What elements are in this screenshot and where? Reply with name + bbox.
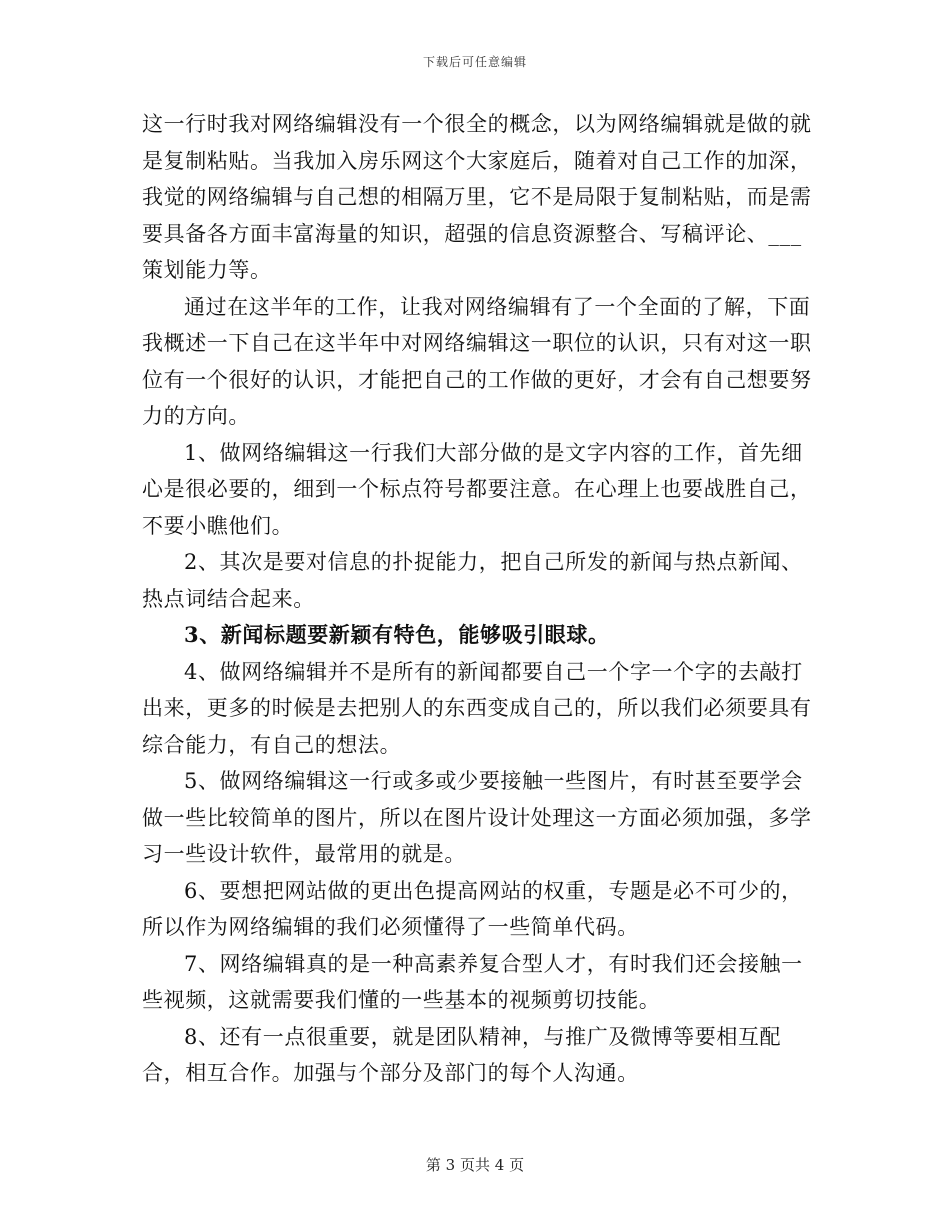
paragraph-point-1: 1、做网络编辑这一行我们大部分做的是文字内容的工作，首先细心是很必要的，细到一个标点符号都要注意。在心理上也要战胜自己，不要小瞧他们。 [142,440,812,538]
paragraph-point-6: 6、要想把网站做的更出色提高网站的权重，专题是必不可少的，所以作为网络编辑的我们必须懂得了一些简单代码。 [142,878,803,939]
page-header: 下载后可任意编辑 [422,55,527,69]
paragraph-point-2: 2、其次是要对信息的扑捉能力，把自己所发的新闻与热点新闻、热点词结合起来。 [142,550,803,611]
paragraph-intro-continued: 这一行时我对网络编辑没有一个很全的概念，以为网络编辑就是做的就是复制粘贴。当我加入房乐网这个大家庭后，随着对自己工作的加深，我觉的网络编辑与自己想的相隔万里，它不是局限于复制粘贴，而是需要具备各方面丰富海量的知识，超强的信息资源整合、写稿评论、___策划能力等。 [142,112,812,282]
document-body [142,106,814,1092]
paragraph-point-8: 8、还有一点很重要，就是团队精神，与推广及微博等要相互配合，相互合作。加强与个部分及部门的每个人沟通。 [142,1024,782,1085]
paragraph-overview: 通过在这半年的工作，让我对网络编辑有了一个全面的了解，下面我概述一下自己在这半年中对网络编辑这一职位的认识，只有对这一职位有一个很好的认识，才能把自己的工作做的更好，才会有自己想要努力的方向。 [142,294,812,428]
paragraph-point-4: 4、做网络编辑并不是所有的新闻都要自己一个字一个字的去敲打出来，更多的时候是去把别人的东西变成自己的，所以我们必须要具有综合能力，有自己的想法。 [142,659,812,757]
page-number-footer: 第 3 页共 4 页 [425,1156,525,1174]
paragraph-point-3: 3、新闻标题要新颖有特色，能够吸引眼球。 [184,622,610,647]
paragraph-point-5: 5、做网络编辑这一行或多或少要接触一些图片，有时甚至要学会做一些比较简单的图片，所以在图片设计处理这一方面必须加强，多学习一些设计软件，最常用的就是。 [142,769,812,866]
paragraph-point-7: 7、网络编辑真的是一种高素养复合型人才，有时我们还会接触一些视频，这就需要我们懂的一些基本的视频剪切技能。 [142,951,803,1012]
